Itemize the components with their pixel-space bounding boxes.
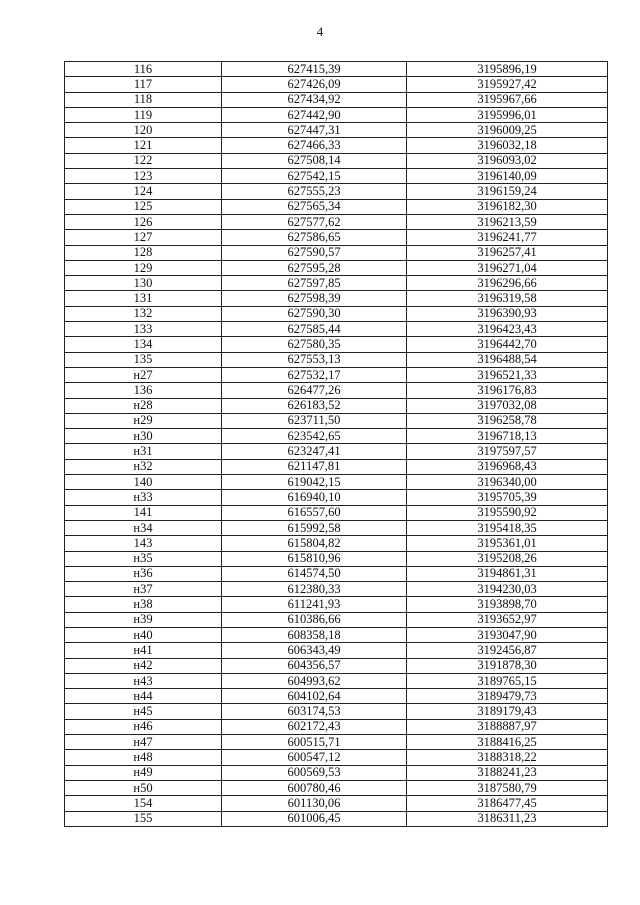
table-row xyxy=(65,62,608,77)
point-number-cell: 141 xyxy=(65,505,222,520)
x-coordinate-cell: 623711,50 xyxy=(222,413,407,428)
table-row xyxy=(65,123,608,138)
x-coordinate-cell: 627442,90 xyxy=(222,107,407,122)
table-row xyxy=(65,260,608,275)
point-number-cell: 121 xyxy=(65,138,222,153)
table-row xyxy=(65,490,608,505)
y-coordinate-cell: 3195418,35 xyxy=(407,520,608,535)
x-coordinate-cell: 627508,14 xyxy=(222,153,407,168)
y-coordinate-cell: 3196423,43 xyxy=(407,322,608,337)
x-coordinate-cell: 601006,45 xyxy=(222,811,407,826)
y-coordinate-cell: 3195208,26 xyxy=(407,551,608,566)
table-row xyxy=(65,551,608,566)
x-coordinate-cell: 603174,53 xyxy=(222,704,407,719)
x-coordinate-cell: 627565,34 xyxy=(222,199,407,214)
y-coordinate-cell: 3192456,87 xyxy=(407,643,608,658)
table-row xyxy=(65,429,608,444)
table-row xyxy=(65,383,608,398)
y-coordinate-cell: 3196968,43 xyxy=(407,459,608,474)
point-number-cell: н32 xyxy=(65,459,222,474)
point-number-cell: 125 xyxy=(65,199,222,214)
y-coordinate-cell: 3195896,19 xyxy=(407,62,608,77)
table-row xyxy=(65,582,608,597)
table-row xyxy=(65,322,608,337)
table-row xyxy=(65,245,608,260)
table-row xyxy=(65,199,608,214)
x-coordinate-cell: 627553,13 xyxy=(222,352,407,367)
y-coordinate-cell: 3197032,08 xyxy=(407,398,608,413)
table-row xyxy=(65,673,608,688)
y-coordinate-cell: 3196176,83 xyxy=(407,383,608,398)
point-number-cell: 126 xyxy=(65,214,222,229)
x-coordinate-cell: 627590,30 xyxy=(222,306,407,321)
table-row xyxy=(65,475,608,490)
table-row xyxy=(65,306,608,321)
table-row xyxy=(65,765,608,780)
table-row xyxy=(65,689,608,704)
x-coordinate-cell: 627415,39 xyxy=(222,62,407,77)
x-coordinate-cell: 615992,58 xyxy=(222,520,407,535)
x-coordinate-cell: 614574,50 xyxy=(222,566,407,581)
x-coordinate-cell: 606343,49 xyxy=(222,643,407,658)
point-number-cell: 116 xyxy=(65,62,222,77)
point-number-cell: н36 xyxy=(65,566,222,581)
y-coordinate-cell: 3188887,97 xyxy=(407,719,608,734)
y-coordinate-cell: 3189479,73 xyxy=(407,689,608,704)
point-number-cell: н42 xyxy=(65,658,222,673)
y-coordinate-cell: 3196241,77 xyxy=(407,230,608,245)
point-number-cell: н31 xyxy=(65,444,222,459)
x-coordinate-cell: 600780,46 xyxy=(222,780,407,795)
y-coordinate-cell: 3195590,92 xyxy=(407,505,608,520)
table-row xyxy=(65,796,608,811)
table-row xyxy=(65,627,608,642)
y-coordinate-cell: 3196009,25 xyxy=(407,123,608,138)
y-coordinate-cell: 3194230,03 xyxy=(407,582,608,597)
point-number-cell: 154 xyxy=(65,796,222,811)
x-coordinate-cell: 615810,96 xyxy=(222,551,407,566)
point-number-cell: 118 xyxy=(65,92,222,107)
x-coordinate-cell: 619042,15 xyxy=(222,475,407,490)
y-coordinate-cell: 3194861,31 xyxy=(407,566,608,581)
y-coordinate-cell: 3195967,66 xyxy=(407,92,608,107)
y-coordinate-cell: 3187580,79 xyxy=(407,780,608,795)
point-number-cell: 131 xyxy=(65,291,222,306)
y-coordinate-cell: 3188416,25 xyxy=(407,735,608,750)
x-coordinate-cell: 627555,23 xyxy=(222,184,407,199)
point-number-cell: н27 xyxy=(65,367,222,382)
y-coordinate-cell: 3196319,58 xyxy=(407,291,608,306)
table-row xyxy=(65,398,608,413)
table-row xyxy=(65,735,608,750)
x-coordinate-cell: 615804,82 xyxy=(222,536,407,551)
x-coordinate-cell: 612380,33 xyxy=(222,582,407,597)
table-row xyxy=(65,459,608,474)
point-number-cell: н37 xyxy=(65,582,222,597)
point-number-cell: н34 xyxy=(65,520,222,535)
point-number-cell: н41 xyxy=(65,643,222,658)
x-coordinate-cell: 627586,65 xyxy=(222,230,407,245)
point-number-cell: н39 xyxy=(65,612,222,627)
table-row xyxy=(65,536,608,551)
table-row xyxy=(65,413,608,428)
table-row xyxy=(65,367,608,382)
point-number-cell: 119 xyxy=(65,107,222,122)
point-number-cell: н45 xyxy=(65,704,222,719)
point-number-cell: 130 xyxy=(65,276,222,291)
y-coordinate-cell: 3196140,09 xyxy=(407,169,608,184)
y-coordinate-cell: 3196182,30 xyxy=(407,199,608,214)
x-coordinate-cell: 608358,18 xyxy=(222,627,407,642)
table-row xyxy=(65,520,608,535)
point-number-cell: 127 xyxy=(65,230,222,245)
table-row xyxy=(65,704,608,719)
point-number-cell: 123 xyxy=(65,169,222,184)
y-coordinate-cell: 3196390,93 xyxy=(407,306,608,321)
table-row xyxy=(65,719,608,734)
table-row xyxy=(65,811,608,826)
y-coordinate-cell: 3196442,70 xyxy=(407,337,608,352)
x-coordinate-cell: 611241,93 xyxy=(222,597,407,612)
table-row xyxy=(65,612,608,627)
x-coordinate-cell: 621147,81 xyxy=(222,459,407,474)
x-coordinate-cell: 600569,53 xyxy=(222,765,407,780)
table-row xyxy=(65,444,608,459)
x-coordinate-cell: 627577,62 xyxy=(222,214,407,229)
point-number-cell: 120 xyxy=(65,123,222,138)
table-row xyxy=(65,352,608,367)
y-coordinate-cell: 3196257,41 xyxy=(407,245,608,260)
x-coordinate-cell: 604993,62 xyxy=(222,673,407,688)
x-coordinate-cell: 627590,57 xyxy=(222,245,407,260)
x-coordinate-cell: 610386,66 xyxy=(222,612,407,627)
y-coordinate-cell: 3195705,39 xyxy=(407,490,608,505)
x-coordinate-cell: 604356,57 xyxy=(222,658,407,673)
y-coordinate-cell: 3196488,54 xyxy=(407,352,608,367)
y-coordinate-cell: 3196521,33 xyxy=(407,367,608,382)
x-coordinate-cell: 627598,39 xyxy=(222,291,407,306)
x-coordinate-cell: 616940,10 xyxy=(222,490,407,505)
y-coordinate-cell: 3196093,02 xyxy=(407,153,608,168)
y-coordinate-cell: 3189179,43 xyxy=(407,704,608,719)
table-row xyxy=(65,276,608,291)
table-row xyxy=(65,169,608,184)
table-row xyxy=(65,505,608,520)
y-coordinate-cell: 3196340,00 xyxy=(407,475,608,490)
y-coordinate-cell: 3197597,57 xyxy=(407,444,608,459)
y-coordinate-cell: 3196032,18 xyxy=(407,138,608,153)
y-coordinate-cell: 3196258,78 xyxy=(407,413,608,428)
table-row xyxy=(65,214,608,229)
x-coordinate-cell: 601130,06 xyxy=(222,796,407,811)
point-number-cell: 124 xyxy=(65,184,222,199)
table-row xyxy=(65,92,608,107)
table-row xyxy=(65,138,608,153)
point-number-cell: н46 xyxy=(65,719,222,734)
table-row xyxy=(65,107,608,122)
point-number-cell: 117 xyxy=(65,77,222,92)
table-row xyxy=(65,77,608,92)
x-coordinate-cell: 627466,33 xyxy=(222,138,407,153)
point-number-cell: н43 xyxy=(65,673,222,688)
y-coordinate-cell: 3193047,90 xyxy=(407,627,608,642)
y-coordinate-cell: 3186311,23 xyxy=(407,811,608,826)
point-number-cell: н30 xyxy=(65,429,222,444)
x-coordinate-cell: 600547,12 xyxy=(222,750,407,765)
point-number-cell: 129 xyxy=(65,260,222,275)
table-row xyxy=(65,337,608,352)
point-number-cell: н50 xyxy=(65,780,222,795)
table-row xyxy=(65,184,608,199)
point-number-cell: 136 xyxy=(65,383,222,398)
x-coordinate-cell: 604102,64 xyxy=(222,689,407,704)
point-number-cell: н48 xyxy=(65,750,222,765)
point-number-cell: 122 xyxy=(65,153,222,168)
y-coordinate-cell: 3195361,01 xyxy=(407,536,608,551)
point-number-cell: н47 xyxy=(65,735,222,750)
x-coordinate-cell: 627426,09 xyxy=(222,77,407,92)
y-coordinate-cell: 3189765,15 xyxy=(407,673,608,688)
point-number-cell: 140 xyxy=(65,475,222,490)
x-coordinate-cell: 623542,65 xyxy=(222,429,407,444)
y-coordinate-cell: 3196718,13 xyxy=(407,429,608,444)
coordinates-table xyxy=(64,61,608,827)
y-coordinate-cell: 3196271,04 xyxy=(407,260,608,275)
table-row xyxy=(65,750,608,765)
x-coordinate-cell: 600515,71 xyxy=(222,735,407,750)
point-number-cell: 128 xyxy=(65,245,222,260)
y-coordinate-cell: 3188318,22 xyxy=(407,750,608,765)
x-coordinate-cell: 627585,44 xyxy=(222,322,407,337)
x-coordinate-cell: 627542,15 xyxy=(222,169,407,184)
y-coordinate-cell: 3193652,97 xyxy=(407,612,608,627)
y-coordinate-cell: 3191878,30 xyxy=(407,658,608,673)
y-coordinate-cell: 3186477,45 xyxy=(407,796,608,811)
point-number-cell: 132 xyxy=(65,306,222,321)
table-row xyxy=(65,780,608,795)
y-coordinate-cell: 3196159,24 xyxy=(407,184,608,199)
point-number-cell: н44 xyxy=(65,689,222,704)
y-coordinate-cell: 3188241,23 xyxy=(407,765,608,780)
page-number: 4 xyxy=(316,24,324,39)
point-number-cell: н40 xyxy=(65,627,222,642)
point-number-cell: 134 xyxy=(65,337,222,352)
x-coordinate-cell: 627447,31 xyxy=(222,123,407,138)
x-coordinate-cell: 616557,60 xyxy=(222,505,407,520)
y-coordinate-cell: 3195996,01 xyxy=(407,107,608,122)
y-coordinate-cell: 3193898,70 xyxy=(407,597,608,612)
x-coordinate-cell: 626477,26 xyxy=(222,383,407,398)
table-row xyxy=(65,597,608,612)
x-coordinate-cell: 627580,35 xyxy=(222,337,407,352)
y-coordinate-cell: 3196213,59 xyxy=(407,214,608,229)
x-coordinate-cell: 626183,52 xyxy=(222,398,407,413)
table-row xyxy=(65,153,608,168)
point-number-cell: 155 xyxy=(65,811,222,826)
y-coordinate-cell: 3195927,42 xyxy=(407,77,608,92)
x-coordinate-cell: 627532,17 xyxy=(222,367,407,382)
x-coordinate-cell: 602172,43 xyxy=(222,719,407,734)
x-coordinate-cell: 623247,41 xyxy=(222,444,407,459)
table-row xyxy=(65,230,608,245)
y-coordinate-cell: 3196296,66 xyxy=(407,276,608,291)
table-row xyxy=(65,658,608,673)
point-number-cell: н28 xyxy=(65,398,222,413)
point-number-cell: н33 xyxy=(65,490,222,505)
point-number-cell: 135 xyxy=(65,352,222,367)
point-number-cell: н35 xyxy=(65,551,222,566)
point-number-cell: н38 xyxy=(65,597,222,612)
table-row xyxy=(65,643,608,658)
coordinates-table-body xyxy=(65,62,608,827)
table-row xyxy=(65,566,608,581)
point-number-cell: н29 xyxy=(65,413,222,428)
x-coordinate-cell: 627595,28 xyxy=(222,260,407,275)
point-number-cell: 143 xyxy=(65,536,222,551)
point-number-cell: н49 xyxy=(65,765,222,780)
x-coordinate-cell: 627597,85 xyxy=(222,276,407,291)
table-row xyxy=(65,291,608,306)
point-number-cell: 133 xyxy=(65,322,222,337)
x-coordinate-cell: 627434,92 xyxy=(222,92,407,107)
